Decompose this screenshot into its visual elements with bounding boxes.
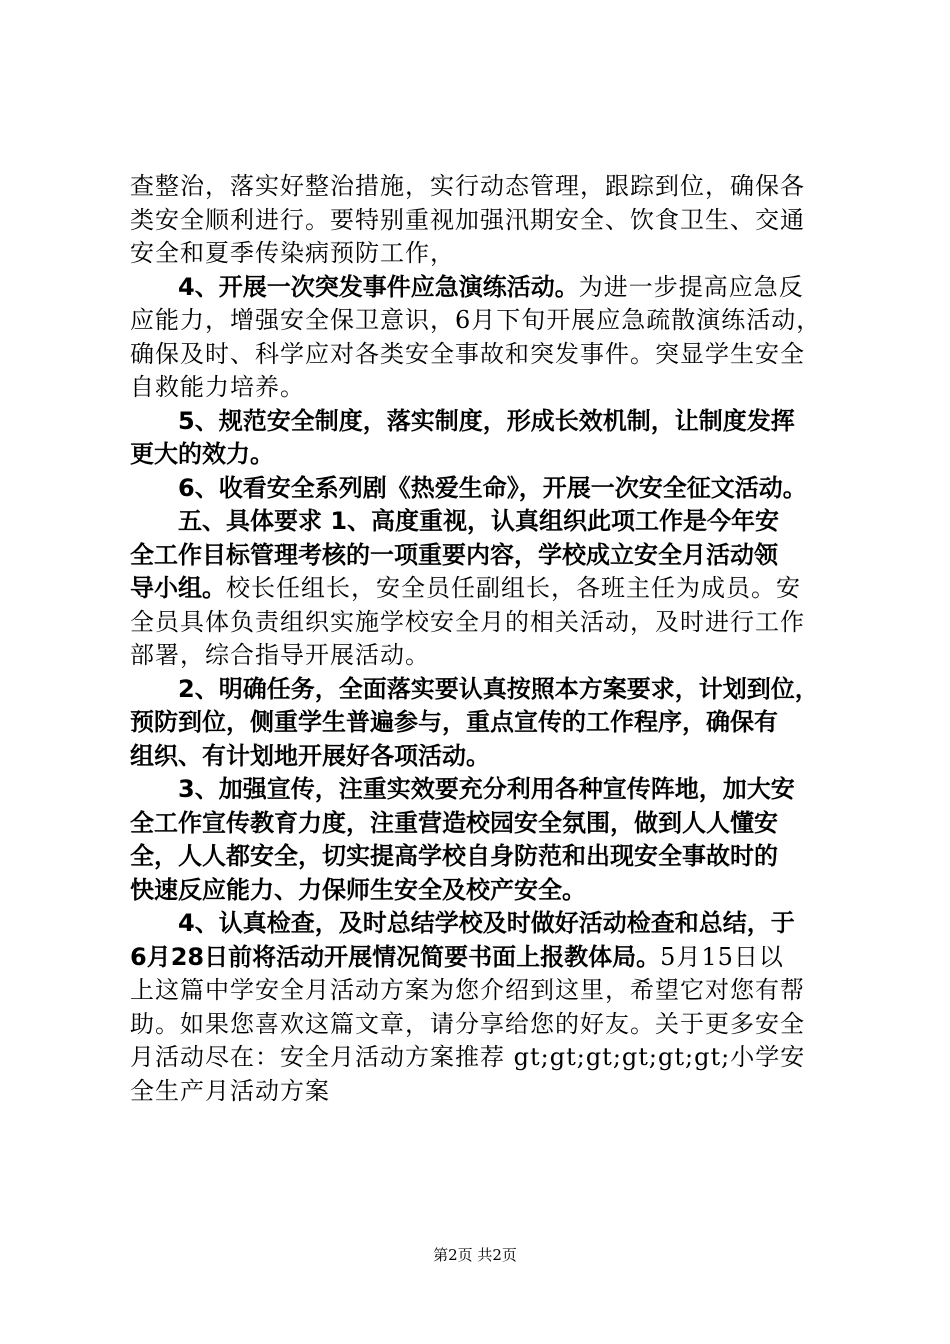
plain-text-segment: 类安全顺利进行。要特别重视加强汛期安全、饮食卫生、交通 xyxy=(130,205,805,234)
plain-text-segment: 部署，综合指导开展活动。 xyxy=(130,641,430,669)
text-line xyxy=(130,371,830,405)
plain-text-segment: 全员具体负责组织实施学校安全月的相关活动，及时进行工作 xyxy=(130,607,805,636)
text-line xyxy=(130,807,830,841)
bold-text-segment: 全，人人都安全，切实提高学校自身防范和出现安全事故时的 xyxy=(130,842,778,870)
text-line xyxy=(130,1075,830,1109)
bold-text-segment: 全工作目标管理考核的一项重要内容，学校成立安全月活动领 xyxy=(130,540,778,569)
bold-text-segment: 五、具体要求 1、高度重视，认真组织此项工作是今年安 xyxy=(178,507,780,535)
plain-text-segment: 查整治，落实好整治措施，实行动态管理，跟踪到位，确保各 xyxy=(130,172,805,200)
plain-text-segment: 月活动尽在：安全月活动方案推荐 gt;gt;gt;gt;gt;gt;小学安 xyxy=(130,1043,806,1071)
bold-text-segment: 6、收看安全系列剧《热爱生命》，开展一次安全征文活动。 xyxy=(178,473,807,502)
text-line xyxy=(130,505,830,539)
document-body xyxy=(130,170,830,1108)
text-line xyxy=(130,673,830,707)
bold-text-segment: 3、加强宣传，注重实效要充分利用各种宣传阵地，加大安 xyxy=(178,775,795,803)
plain-text-segment: 上这篇中学安全月活动方案为您介绍到这里，希望它对您有帮 xyxy=(130,976,805,1004)
bold-text-segment: 2、明确任务，全面落实要认真按照本方案要求，计划到位， xyxy=(178,674,819,703)
text-line xyxy=(130,941,830,975)
bold-text-segment: 6月28日前将活动开展情况简要书面上报教体局。 xyxy=(130,942,661,971)
plain-text-segment: 安全和夏季传染病预防工作， xyxy=(130,239,455,267)
text-line xyxy=(130,974,830,1008)
text-line xyxy=(130,840,830,874)
text-line xyxy=(130,874,830,908)
text-line xyxy=(130,606,830,640)
plain-text-segment: 应能力，增强安全保卫意识，6月下旬开展应急疏散演练活动， xyxy=(130,306,822,334)
plain-text-segment: 校长任组长，安全员任副组长，各班主任为成员。安 xyxy=(226,574,801,602)
text-line xyxy=(130,539,830,573)
text-line xyxy=(130,572,830,606)
text-line xyxy=(130,1041,830,1075)
bold-text-segment: 快速反应能力、力保师生安全及校产安全。 xyxy=(130,875,586,904)
text-line xyxy=(130,706,830,740)
plain-text-segment: 5月15日以 xyxy=(660,942,784,971)
text-line xyxy=(130,740,830,774)
plain-text-segment: 确保及时、科学应对各类安全事故和突发事件。突显学生安全 xyxy=(130,339,805,368)
text-line xyxy=(130,338,830,372)
text-line xyxy=(130,773,830,807)
page-footer: 第2页 共2页 xyxy=(433,1246,517,1264)
text-line xyxy=(130,907,830,941)
plain-text-segment: 助。如果您喜欢这篇文章，请分享给您的好友。关于更多安全 xyxy=(130,1009,805,1038)
text-line xyxy=(130,170,830,204)
text-line xyxy=(130,472,830,506)
bold-text-segment: 组织、有计划地开展好各项活动。 xyxy=(130,741,490,770)
text-line xyxy=(130,237,830,271)
text-line xyxy=(130,639,830,673)
plain-text-segment: 自救能力培养。 xyxy=(130,373,305,401)
text-line xyxy=(130,304,830,338)
bold-text-segment: 更大的效力。 xyxy=(130,440,274,468)
plain-text-segment: 全生产月活动方案 xyxy=(130,1076,330,1105)
text-line xyxy=(130,405,830,439)
bold-text-segment: 4、认真检查，及时总结学校及时做好活动检查和总结，于 xyxy=(178,909,795,937)
text-line xyxy=(130,271,830,305)
bold-text-segment: 5、规范安全制度，落实制度，形成长效机制，让制度发挥 xyxy=(178,406,795,435)
bold-text-segment: 4、开展一次突发事件应急演练活动。 xyxy=(178,272,579,301)
bold-text-segment: 全工作宣传教育力度，注重营造校园安全氛围，做到人人懂安 xyxy=(130,808,778,837)
bold-text-segment: 预防到位，侧重学生普遍参与，重点宣传的工作程序，确保有 xyxy=(130,708,778,736)
text-line xyxy=(130,204,830,238)
text-line xyxy=(130,1008,830,1042)
plain-text-segment: 为进一步提高应急反 xyxy=(578,272,804,301)
bold-text-segment: 导小组。 xyxy=(130,574,226,602)
text-line xyxy=(130,438,830,472)
